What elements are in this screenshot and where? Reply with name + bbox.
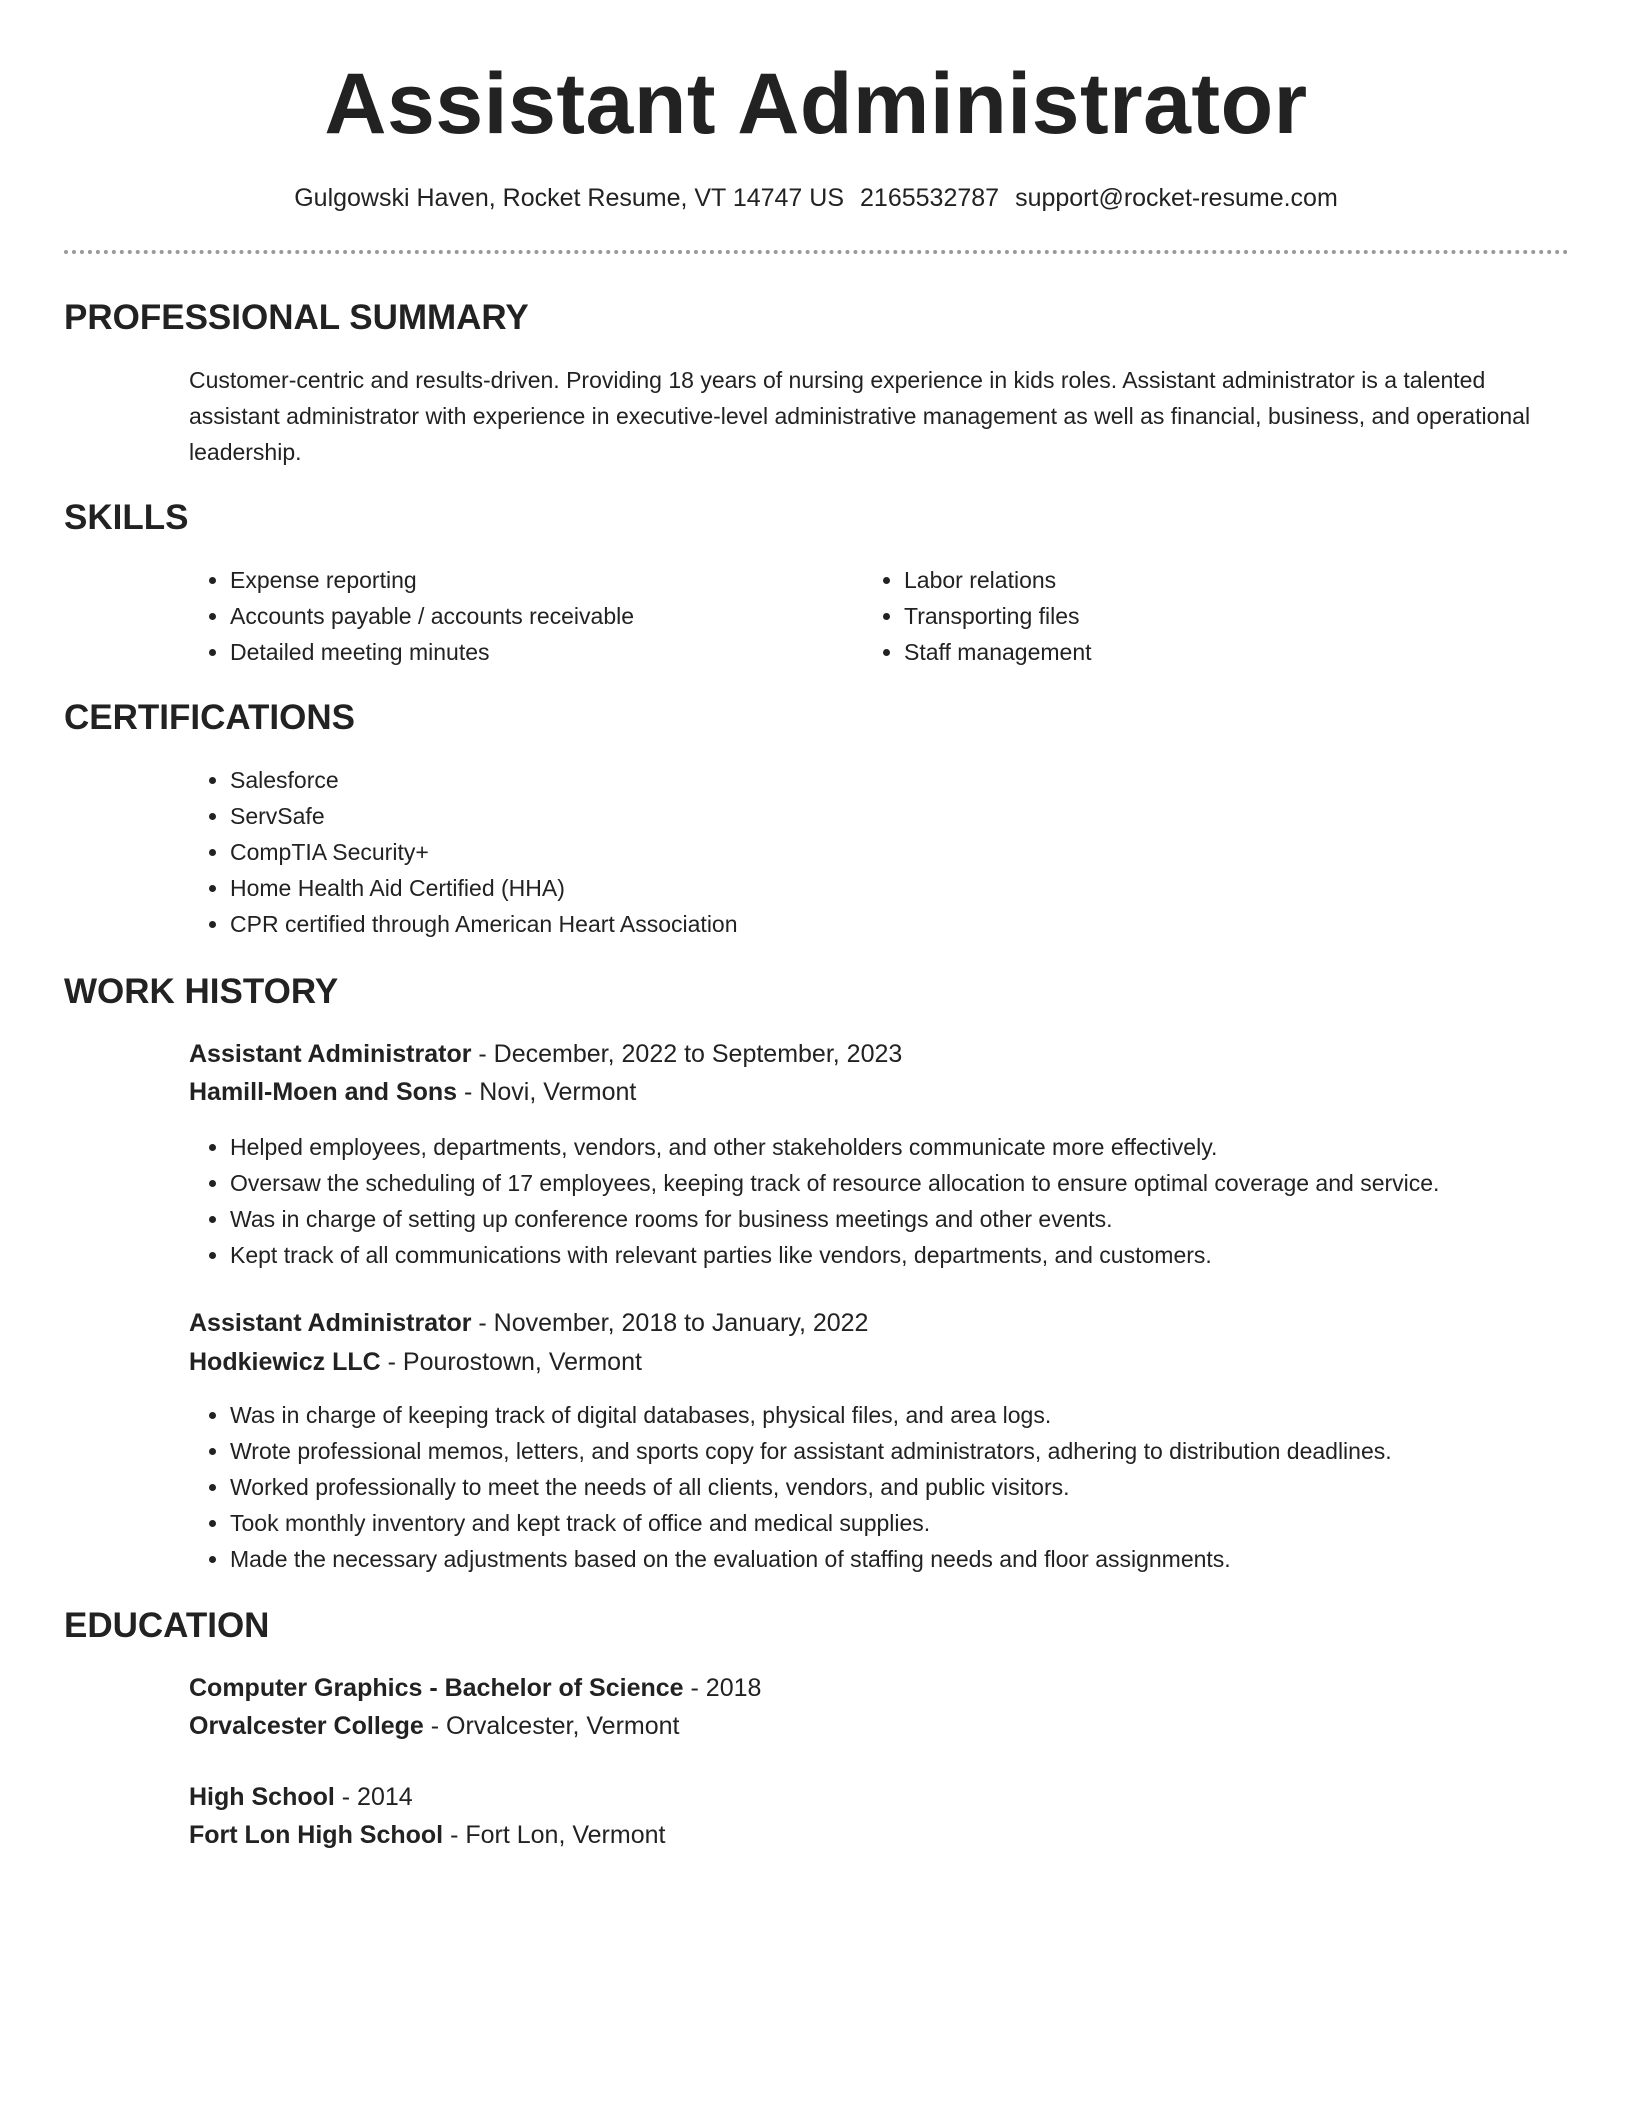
job-title-line [189, 1035, 902, 1073]
skill-item: • Accounts payable / accounts receivable [230, 598, 850, 634]
job-dates: - December, 2022 to September, 2023 [471, 1040, 903, 1068]
job-company: Hodkiewicz LLC [189, 1348, 381, 1376]
job-location: - Novi, Vermont [457, 1078, 637, 1106]
job-role: Assistant Administrator [189, 1040, 472, 1068]
header-divider [64, 250, 1569, 254]
job-title-line [189, 1304, 868, 1342]
contact-line [0, 180, 1632, 216]
job-bullet: • Was in charge of setting up conference rooms for business meetings and other events. [230, 1201, 1610, 1237]
summary-text: Customer-centric and results-driven. Providing 18 years of nursing experience in kids roles. Assistant administrator is a talented assistant administrator with experience in executive-level administrative management as well as financial, business, and operational leadership. [189, 367, 1531, 465]
skill-item: • Transporting files [904, 598, 1524, 634]
education-location: - Fort Lon, Vermont [443, 1821, 666, 1849]
job-company-line [189, 1343, 642, 1381]
summary-heading: PROFESSIONAL SUMMARY [64, 298, 529, 337]
education-year: - 2014 [334, 1783, 413, 1811]
education-school: Fort Lon High School [189, 1821, 444, 1849]
certification-item: • ServSafe [230, 798, 1590, 834]
certifications-heading: CERTIFICATIONS [64, 698, 356, 737]
skill-item: • Expense reporting [230, 562, 850, 598]
education-degree: High School [189, 1783, 335, 1811]
certification-item: • CPR certified through American Heart Association [230, 906, 1590, 942]
job-location: - Pourostown, Vermont [380, 1348, 642, 1376]
education-year: - 2018 [683, 1674, 762, 1702]
job-dates: - November, 2018 to January, 2022 [471, 1309, 869, 1337]
education-degree-line [189, 1778, 413, 1816]
education-school-line [189, 1816, 665, 1854]
job-bullet: • Helped employees, departments, vendors, and other stakeholders communicate more effectively. [230, 1129, 1610, 1165]
job-bullets [186, 1129, 1610, 1273]
education-location: - Orvalcester, Vermont [423, 1712, 680, 1740]
certification-item: • Home Health Aid Certified (HHA) [230, 870, 1590, 906]
education-degree-line [189, 1669, 761, 1707]
skill-item: • Staff management [904, 634, 1524, 670]
certification-item: • CompTIA Security+ [230, 834, 1590, 870]
job-bullet: • Worked professionally to meet the needs of all clients, vendors, and public visitors. [230, 1469, 1610, 1505]
skills-heading: SKILLS [64, 498, 189, 537]
skills-list-left [186, 562, 850, 670]
contact-phone: 2165532787 [860, 184, 1000, 212]
job-bullet: • Wrote professional memos, letters, and sports copy for assistant administrators, adhering to distribution deadlines. [230, 1433, 1610, 1469]
skills-list-right [860, 562, 1524, 670]
job-bullet: • Oversaw the scheduling of 17 employees, keeping track of resource allocation to ensure optimal coverage and service. [230, 1165, 1610, 1201]
contact-email[interactable]: support@rocket-resume.com [1015, 184, 1338, 212]
job-bullet: • Kept track of all communications with relevant parties like vendors, departments, and customers. [230, 1237, 1610, 1273]
certification-item: • Salesforce [230, 762, 1590, 798]
skill-item: • Labor relations [904, 562, 1524, 598]
job-bullets [186, 1397, 1610, 1577]
certifications-list [186, 762, 1590, 942]
resume-name: Assistant Administrator [324, 56, 1308, 152]
job-company-line [189, 1073, 636, 1111]
job-role: Assistant Administrator [189, 1309, 472, 1337]
job-company: Hamill-Moen and Sons [189, 1078, 458, 1106]
education-heading: EDUCATION [64, 1606, 270, 1645]
work-history-heading: WORK HISTORY [64, 972, 339, 1011]
contact-address: Gulgowski Haven, Rocket Resume, VT 14747 US [294, 184, 845, 212]
job-bullet: • Was in charge of keeping track of digital databases, physical files, and area logs. [230, 1397, 1610, 1433]
job-bullet: • Took monthly inventory and kept track of office and medical supplies. [230, 1505, 1610, 1541]
job-bullet: • Made the necessary adjustments based on the evaluation of staffing needs and floor assignments. [230, 1541, 1610, 1577]
skill-item: • Detailed meeting minutes [230, 634, 850, 670]
education-school: Orvalcester College [189, 1712, 424, 1740]
education-school-line [189, 1707, 679, 1745]
education-degree: Computer Graphics - Bachelor of Science [189, 1674, 684, 1702]
